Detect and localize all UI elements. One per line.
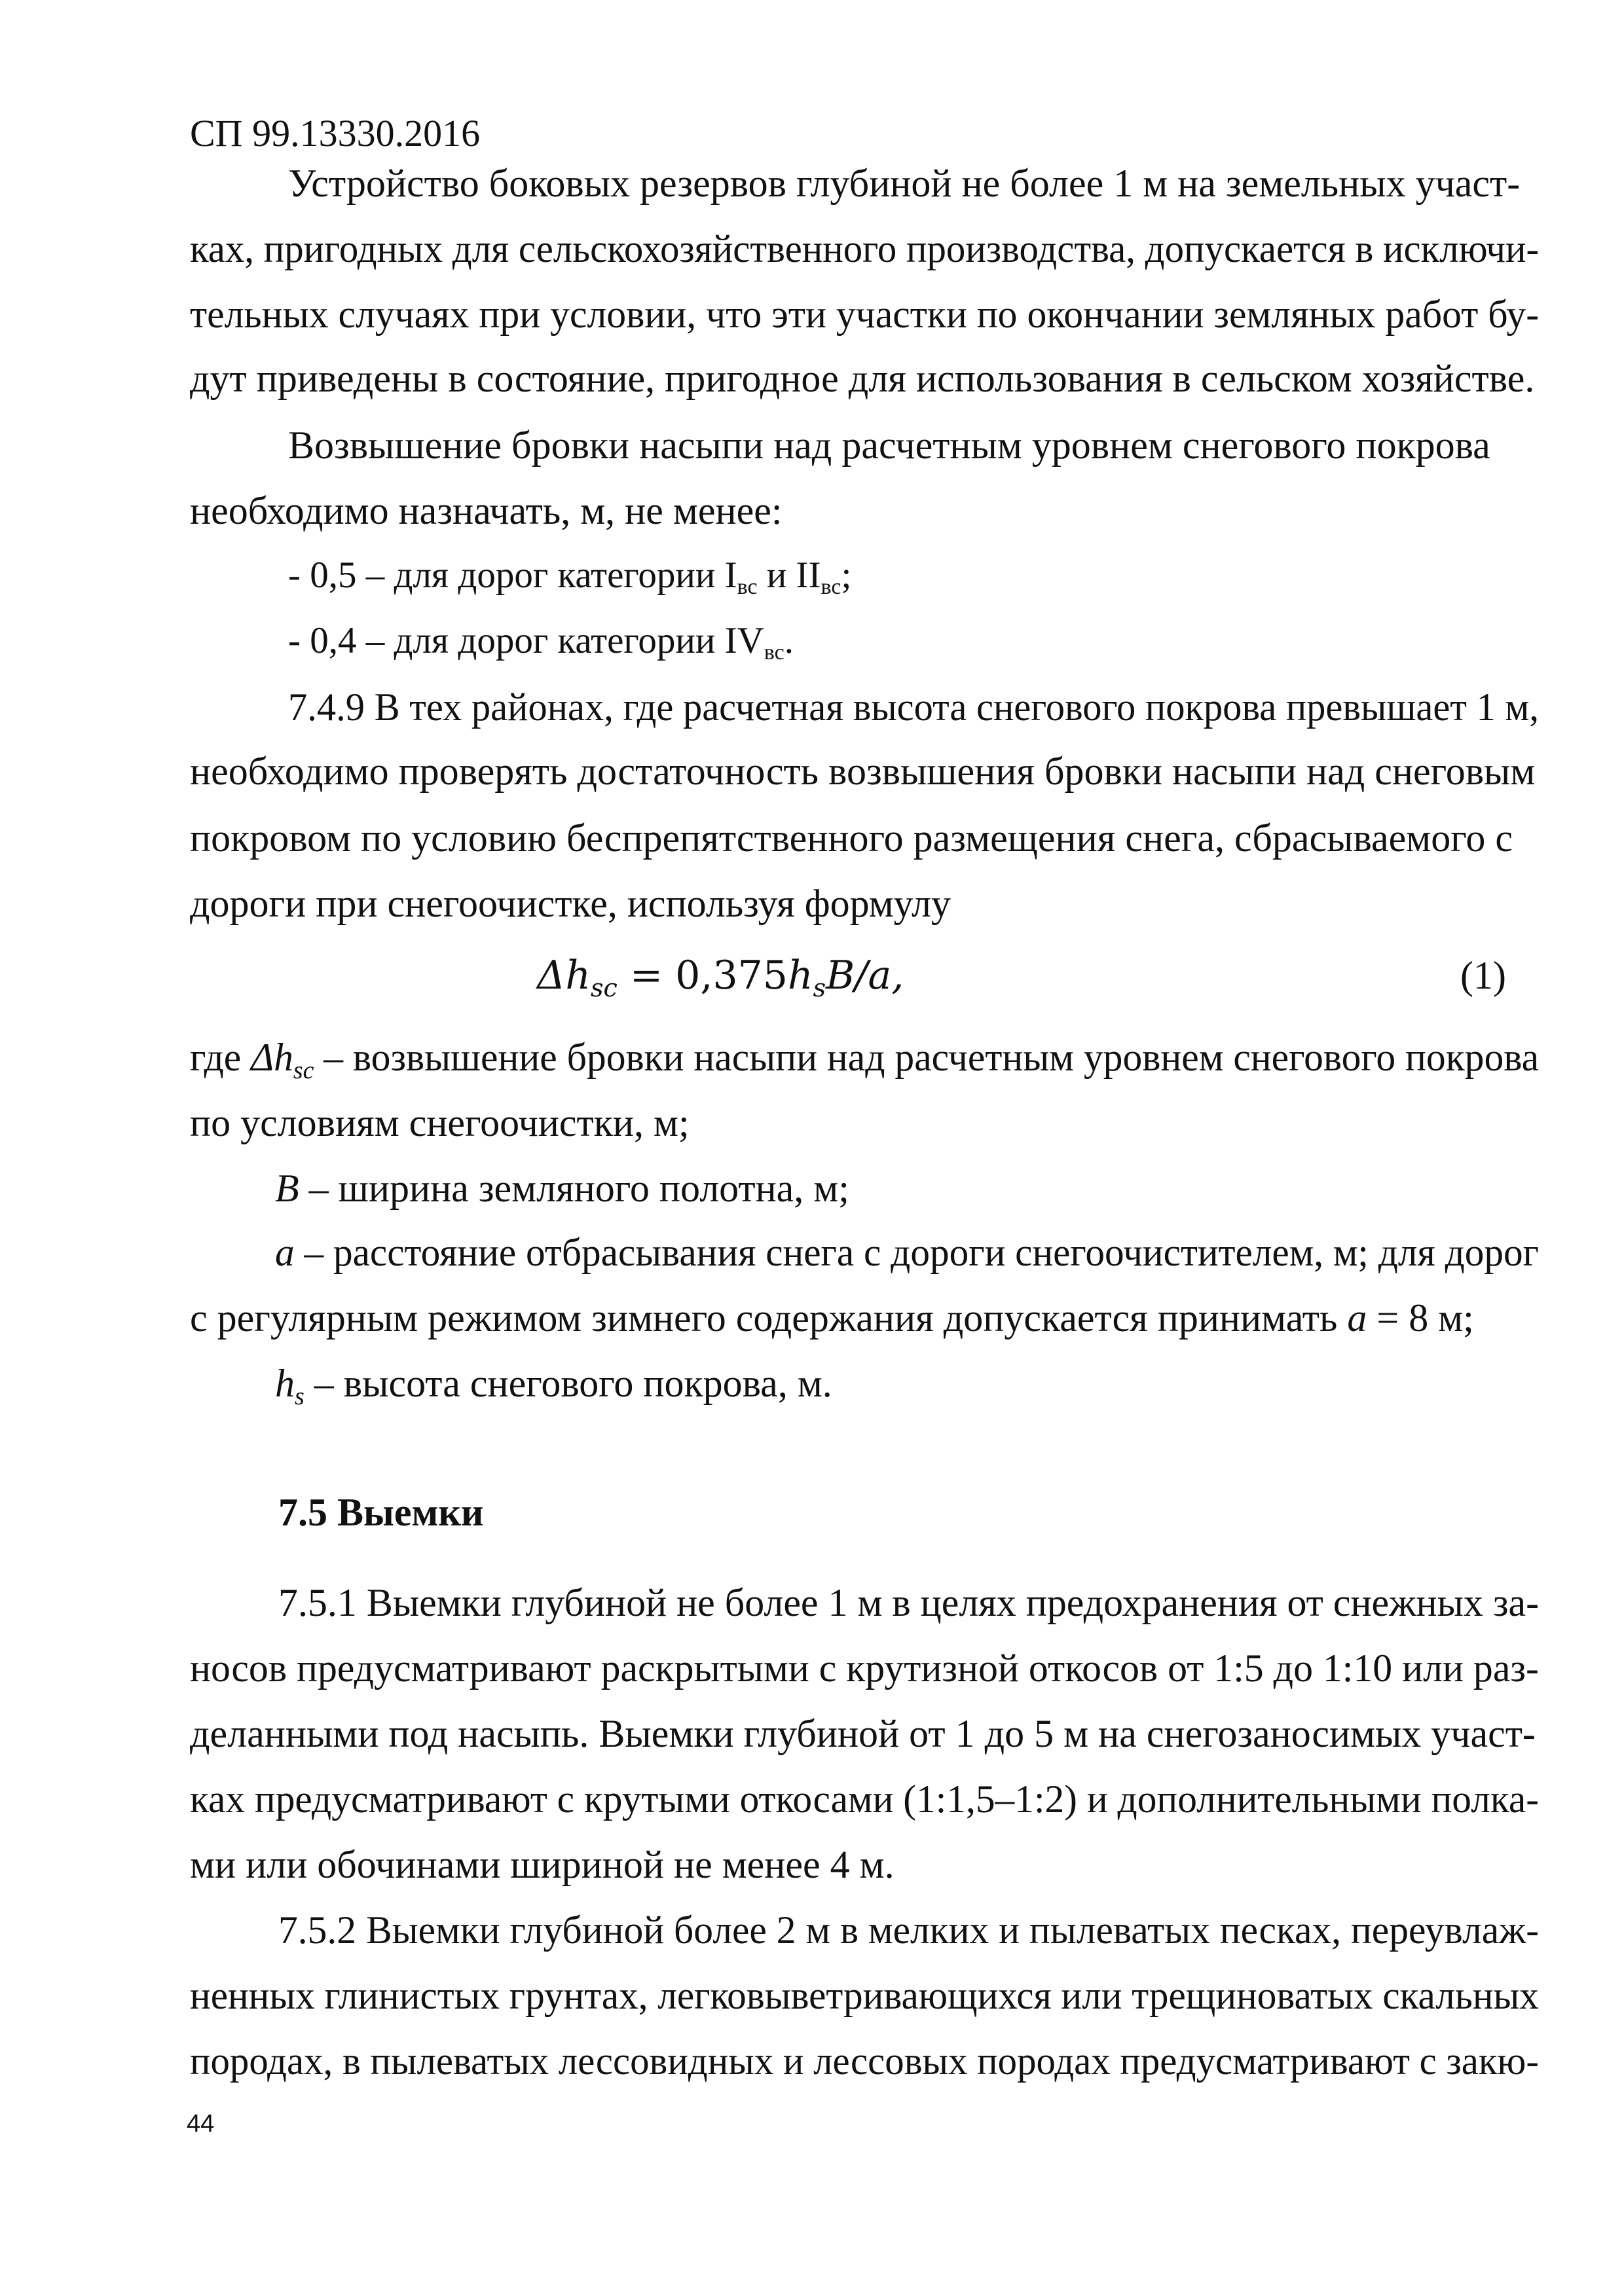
clause-751-line-5: ми или обочинами шириной не менее 4 м. [190,1843,895,1886]
clause-752-line-3: породах, в пылеватых лессовидных и лессовых породах предусматривают с закю- [190,2039,1539,2083]
where-b-line: B – ширина земляного полотна, м; [275,1167,849,1210]
clause-752-line-2: ненных глинистых грунтах, легковыветривающихся или трещиноватых скальных [190,1974,1539,2017]
para2-line-1: Возвышение бровки насыпи над расчетным уровнем снегового покрова [288,424,1490,467]
list-item-2: - 0,4 – для дорог категории IVвс. [288,620,794,665]
where-hs-line: $h_s$ – высота снегового покрова, м. [275,1362,832,1410]
para2-line-2: необходимо назначать, м, не менее: [190,489,783,532]
list-item-1: - 0,5 – для дорог категории Iвс и IIвс; [288,555,852,599]
formula: $\Delta h_{sc} = 0,375h_sB/a$, [537,953,904,1002]
section-heading-7-5: 7.5 Выемки [278,1491,484,1534]
para1-line-1: Устройство боковых резервов глубиной не более 1 м на земельных участ- [288,162,1521,205]
para1-line-2: ках, пригодных для сельскохозяйственного производства, допускается в исключи- [190,227,1540,270]
where-line-2: по условиям снегоочистки, м; [190,1101,690,1144]
para1-line-4: дут приведены в состояние, пригодное для использования в сельском хозяйстве. [190,357,1535,400]
clause-749-line-3: покровом по условию беспрепятственного размещения снега, сбрасываемого с [190,816,1513,860]
clause-751-line-3: деланными под насыпь. Выемки глубиной от 1 до 5 м на снегозаносимых участ- [190,1712,1536,1755]
clause-751-line-1: 7.5.1 Выемки глубиной не более 1 м в целях предохранения от снежных за- [278,1581,1540,1624]
clause-752-line-1: 7.5.2 Выемки глубиной более 2 м в мелких и пылеватых песках, переувлаж- [278,1908,1540,1952]
where-a-line-2: с регулярным режимом зимнего содержания допускается принимать a = 8 м; [190,1296,1474,1339]
where-line-1: где $\Delta h_{sc}$ – возвышение бровки насыпи над расчетным уровнем снегового покрова [190,1036,1540,1084]
clause-751-line-2: носов предусматривают раскрытыми с крутизной откосов от 1:5 до 1:10 или раз- [190,1647,1539,1690]
clause-749-line-4: дороги при снегоочистке, используя формулу [190,882,951,925]
document-code-header: СП 99.13330.2016 [190,112,481,155]
para1-line-3: тельных случаях при условии, что эти участки по окончании земляных работ бу- [190,293,1540,336]
where-a-line-1: a – расстояние отбрасывания снега с дороги снегоочистителем, м; для дорог [275,1231,1540,1274]
clause-749-line-2: необходимо проверять достаточность возвышения бровки насыпи над снеговым [190,750,1536,793]
clause-749-line-1: 7.4.9 В тех районах, где расчетная высота снегового покрова превышает 1 м, [288,685,1540,729]
page-number: 44 [187,2110,215,2138]
formula-number: (1) [1460,954,1506,997]
clause-751-line-4: ках предусматривают с крутыми откосами (1:1,5–1:2) и дополнительными полка- [190,1777,1540,1821]
